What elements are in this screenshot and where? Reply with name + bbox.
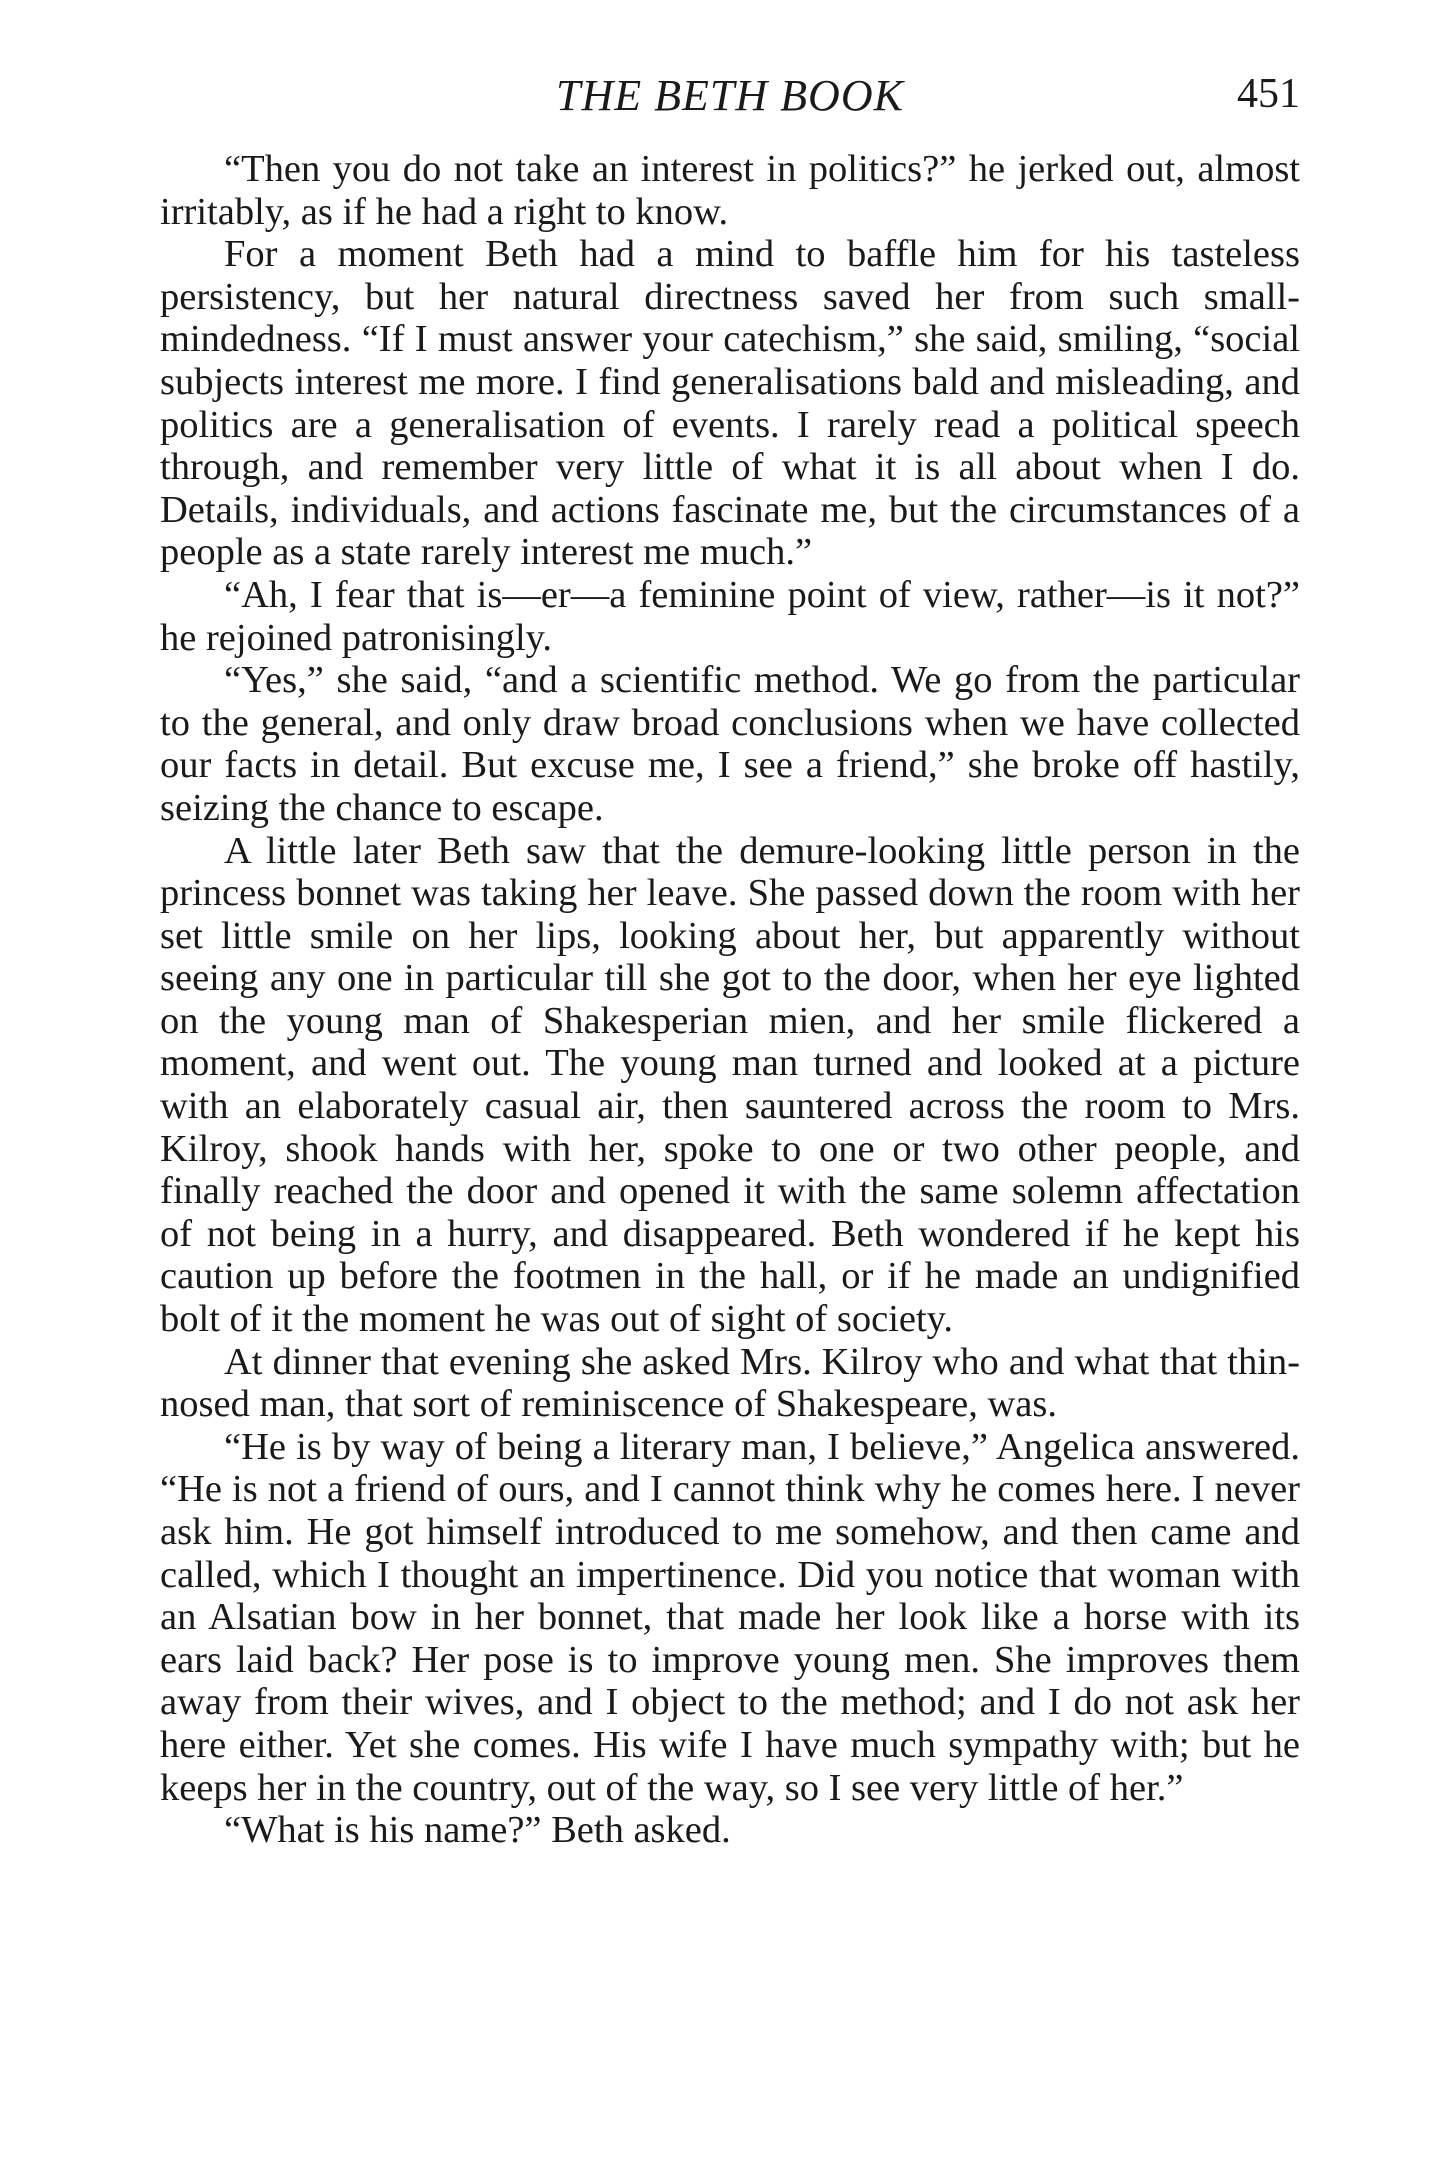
running-title: THE BETH BOOK — [556, 71, 904, 120]
paragraph: A little later Beth saw that the demure-looking little person in the princess bonnet was taking her leave. She passed down the room with her set little smile on her lips, looking about her, but apparently without seeing any one in particular till she got to the door, when her eye lighted on the young man of Shakesperian mien, and her smile flickered a moment, and went out. The young man turned and looked at a picture with an elaborately casual air, then sauntered across the room to Mrs. Kilroy, shook hands with her, spoke to one or two other people, and finally reached the door and opened it with the same solemn affectation of not being in a hurry, and disappeared. Beth wondered if he kept his caution up before the footmen in the hall, or if he made an undignified bolt of it the moment he was out of sight of society. — [160, 829, 1300, 1341]
paragraph: At dinner that evening she asked Mrs. Kilroy who and what that thin-nosed man, that sort of reminiscence of Shakespeare, was. — [160, 1340, 1300, 1426]
paragraph: “Yes,” she said, “and a scientific method. We go from the particular to the general, and only draw broad conclusions when we have collected our facts in detail. But excuse me, I see a friend,” she broke off hastily, seizing the chance to escape. — [160, 659, 1300, 829]
page-number: 451 — [1237, 71, 1300, 117]
paragraph: “What is his name?” Beth asked. — [224, 1809, 731, 1852]
paragraph: For a moment Beth had a mind to baffle him for his tasteless persistency, but her natural directness saved her from such small-mindedness. “If I must answer your catechism,” she said, smiling, “social subjects interest me more. I find generalisations bald and misleading, and politics are a generalisation of events. I rarely read a political speech through, and remember very little of what it is all about when I do. Details, individuals, and actions fascinate me, but the circumstances of a people as a state rarely interest me much.” — [160, 233, 1300, 574]
paragraph: “Then you do not take an interest in politics?” he jerked out, almost irritably, as if he had a right to know. — [160, 148, 1300, 233]
body-text — [160, 148, 1300, 1852]
running-head — [160, 70, 1300, 140]
paragraph: “Ah, I fear that is—er—a feminine point of view, rather—is it not?” he rejoined patronisingly. — [160, 573, 1300, 659]
paragraph: “He is by way of being a literary man, I believe,” Angelica answered. “He is not a friend of ours, and I cannot think why he comes here. I never ask him. He got himself introduced to me somehow, and then came and called, which I thought an impertinence. Did you notice that woman with an Alsatian bow in her bonnet, that made her look like a horse with its ears laid back? Her pose is to improve young men. She improves them away from their wives, and I object to the method; and I do not ask her here either. Yet she comes. His wife I have much sympathy with; but he keeps her in the country, out of the way, so I see very little of her.” — [160, 1425, 1300, 1809]
